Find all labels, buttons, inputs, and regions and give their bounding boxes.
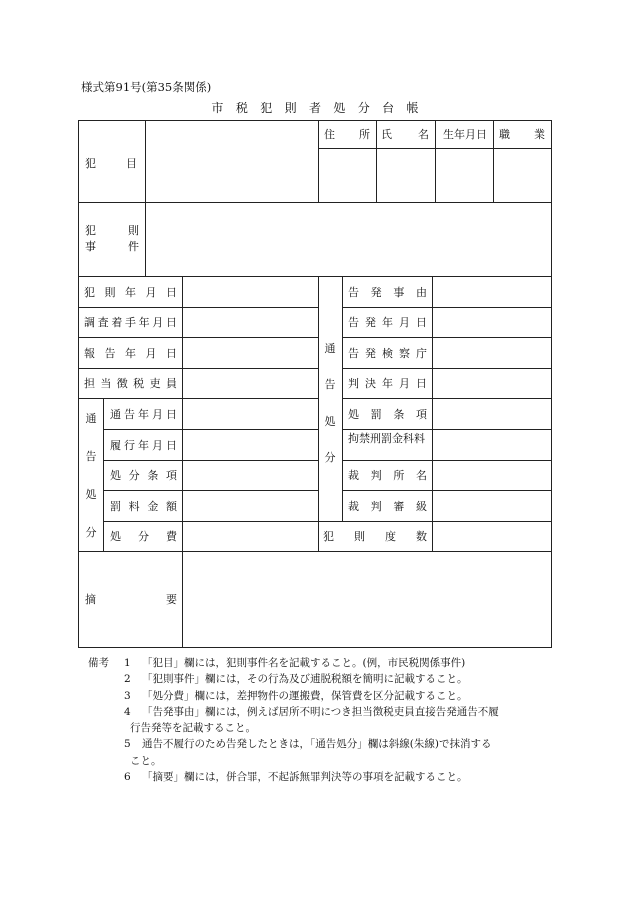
remark-item xyxy=(88,736,558,752)
remark-item xyxy=(88,688,558,704)
label-char: 吏 xyxy=(149,377,161,390)
label-char: 告 xyxy=(348,285,359,299)
vertical-char: 通 xyxy=(85,412,97,425)
label-char: 処 xyxy=(110,530,121,543)
label-char: 税 xyxy=(133,377,145,390)
label-char: 年 xyxy=(382,377,393,390)
label-char: 日 xyxy=(166,438,177,452)
label-char: 日 xyxy=(166,407,177,421)
field-court-instance xyxy=(348,490,427,521)
label-char: 告 xyxy=(348,316,359,329)
label-char: 発 xyxy=(365,346,376,360)
vertical-char: 分 xyxy=(324,450,336,464)
field-accusation-reason xyxy=(348,276,427,307)
label-char: 行 xyxy=(124,438,135,452)
remark-number: 6 xyxy=(124,770,131,783)
label-char: 察 xyxy=(399,346,410,360)
label-char: 日 xyxy=(165,316,177,329)
label-char: 費 xyxy=(166,530,177,543)
label-char: 年 xyxy=(125,346,136,360)
label-char: 告 xyxy=(124,407,135,421)
label-char: 月 xyxy=(145,285,157,299)
incident-char: 事 xyxy=(85,240,96,253)
address-char: 所 xyxy=(359,128,370,141)
field-penalty-clause xyxy=(348,398,427,429)
remarks-section xyxy=(88,655,558,785)
field-judgment-date xyxy=(348,368,427,398)
label-char: 員 xyxy=(165,377,177,390)
remark-continuation: こと。 xyxy=(130,754,162,767)
title-char: 市 xyxy=(211,101,224,115)
label-char: 手 xyxy=(124,316,136,329)
offense-name-char: 目 xyxy=(126,157,137,170)
title-char: 則 xyxy=(284,101,297,115)
summary-label xyxy=(85,590,177,608)
label-char: 年 xyxy=(138,407,149,421)
label-char: 項 xyxy=(165,469,177,482)
label-char: 条 xyxy=(147,469,159,482)
label-char: 日 xyxy=(166,346,177,360)
label-char: 由 xyxy=(415,285,427,299)
label-char: 罰 xyxy=(110,499,121,513)
label-char: 着 xyxy=(111,316,123,329)
label-char: 裁 xyxy=(348,499,359,513)
label-char: 裁 xyxy=(348,469,359,482)
field-tax-officer xyxy=(84,368,177,398)
label-char: 処 xyxy=(348,407,359,421)
remark-item xyxy=(88,769,558,785)
field-disposition-cost xyxy=(110,521,177,551)
field-accusation-date xyxy=(348,307,427,337)
violation-count-label xyxy=(323,521,427,551)
label-char: 査 xyxy=(97,316,109,329)
label-char: 判 xyxy=(370,499,382,513)
remark-item xyxy=(88,655,558,671)
label-char: 発 xyxy=(370,285,382,299)
title-char: 者 xyxy=(308,101,321,115)
remark-number: 5 xyxy=(124,738,131,751)
summary-char: 要 xyxy=(166,593,177,606)
label-char: 徴 xyxy=(116,377,128,390)
remark-text: 「処分費」欄には，差押物件の運搬費，保管費を区分記載すること。 xyxy=(142,689,468,702)
vertical-char: 処 xyxy=(85,488,97,501)
vertical-char: 分 xyxy=(85,526,97,539)
label-char: 年 xyxy=(125,285,136,299)
field-violation-date xyxy=(84,276,177,307)
label-char: 則 xyxy=(104,285,116,299)
label-char: 調 xyxy=(84,316,95,329)
remark-item xyxy=(88,671,558,687)
occupation-label xyxy=(499,125,545,143)
remark-continuation: 行告発等を記載すること。 xyxy=(130,722,256,735)
vertical-char: 通 xyxy=(324,342,336,355)
title-char: 処 xyxy=(333,101,346,115)
label-char: 所 xyxy=(393,469,405,482)
label-char: 級 xyxy=(415,499,427,513)
title-char: 帳 xyxy=(406,101,419,115)
label-char: 額 xyxy=(165,499,177,513)
label-char: 報 xyxy=(84,346,95,360)
field-prosecutor-office xyxy=(348,337,427,368)
label-char: 月 xyxy=(399,377,410,390)
incident-char: 件 xyxy=(128,240,139,253)
label-char: 年 xyxy=(138,316,150,329)
label-char: 処 xyxy=(110,469,121,482)
label-char: 日 xyxy=(416,316,427,329)
remarks-heading: 備考 xyxy=(88,657,109,669)
label-char: 判 xyxy=(370,469,382,482)
label-char: 月 xyxy=(152,407,163,421)
field-imprisonment-fine: 拘禁刑罰金科料 xyxy=(348,432,425,445)
remark-number: 4 xyxy=(124,705,131,718)
remark-number: 1 xyxy=(124,657,131,669)
offense-name-char: 犯 xyxy=(85,157,96,170)
remark-text: 「犯目」欄には，犯則事件名を記載すること。(例，市民税関係事件) xyxy=(142,657,466,669)
label-char: 月 xyxy=(152,316,164,329)
summary-char: 摘 xyxy=(85,593,96,606)
title-char: 犯 xyxy=(260,101,273,115)
label-char: 日 xyxy=(416,377,427,390)
title-char: 分 xyxy=(357,101,370,115)
label-char: 罰 xyxy=(370,407,382,421)
name-label xyxy=(381,125,429,143)
address-label xyxy=(324,125,370,143)
name-char: 名 xyxy=(418,128,429,141)
field-disposition-clause xyxy=(110,460,177,490)
field-fulfillment-date xyxy=(110,429,177,460)
offense-name-label xyxy=(85,153,137,173)
title-char: 税 xyxy=(235,101,248,115)
field-fine-amount xyxy=(110,490,177,521)
label-char: 名 xyxy=(415,469,427,482)
count-char: 度 xyxy=(385,530,396,543)
address-char: 住 xyxy=(324,128,335,141)
label-char: 検 xyxy=(382,346,393,360)
label-char: 通 xyxy=(110,407,121,421)
label-char: 審 xyxy=(393,499,405,513)
label-char: 告 xyxy=(104,346,116,360)
birthdate-label: 生年月日 xyxy=(443,128,487,141)
label-char: 項 xyxy=(415,407,427,421)
remark-number: 3 xyxy=(124,689,131,702)
label-char: 日 xyxy=(166,285,177,299)
label-char: 分 xyxy=(138,530,149,543)
middle-vertical-label xyxy=(321,340,339,465)
name-char: 氏 xyxy=(381,128,392,141)
label-char: 判 xyxy=(348,377,359,390)
label-char: 履 xyxy=(110,438,121,452)
title-char: 台 xyxy=(382,101,395,115)
count-char: 数 xyxy=(416,530,427,543)
label-char: 決 xyxy=(365,377,376,390)
form-number: 様式第91号(第35条関係) xyxy=(81,80,212,94)
label-char: 月 xyxy=(399,316,410,329)
label-char: 分 xyxy=(128,469,140,482)
label-char: 犯 xyxy=(84,285,95,299)
label-char: 金 xyxy=(147,499,159,513)
remark-text: 「摘要」欄には，併合罪，不起訴無罪判決等の事項を記載すること。 xyxy=(142,770,468,783)
notice-disposition-vertical-label xyxy=(82,410,100,540)
label-char: 月 xyxy=(152,438,163,452)
vertical-char: 告 xyxy=(85,450,97,463)
remark-text: 「告発事由」欄には，例えば居所不明につき担当徴税吏員直接告発通告不履 xyxy=(142,705,499,718)
count-char: 犯 xyxy=(323,530,334,543)
field-notice-date xyxy=(110,398,177,429)
occupation-char: 業 xyxy=(534,128,545,141)
label-char: 発 xyxy=(365,316,376,329)
label-char: 庁 xyxy=(416,346,427,360)
label-char: 月 xyxy=(145,346,157,360)
incident-char: 則 xyxy=(128,224,139,237)
remark-item xyxy=(88,704,558,720)
label-char: 担 xyxy=(84,377,95,390)
label-char: 料 xyxy=(128,499,140,513)
vertical-char: 告 xyxy=(324,378,336,392)
occupation-char: 職 xyxy=(499,128,510,141)
incident-label-row2 xyxy=(85,237,139,255)
label-char: 年 xyxy=(382,316,393,329)
field-investigation-start-date xyxy=(84,307,177,337)
incident-char: 犯 xyxy=(85,224,96,237)
label-char: 当 xyxy=(100,377,112,390)
remark-text: 通告不履行のため告発したときは，「通告処分」欄は斜線(朱線)で抹消する xyxy=(142,738,492,751)
field-court-name xyxy=(348,460,427,490)
remark-text: 「犯則事件」欄には，その行為及び逋脱税額を簡明に記載すること。 xyxy=(142,673,468,686)
vertical-char: 処 xyxy=(324,414,336,428)
label-char: 告 xyxy=(348,346,359,360)
remark-number: 2 xyxy=(124,673,131,686)
label-char: 事 xyxy=(393,285,405,299)
count-char: 則 xyxy=(354,530,365,543)
label-char: 年 xyxy=(138,438,149,452)
field-report-date xyxy=(84,337,177,368)
label-char: 条 xyxy=(393,407,405,421)
